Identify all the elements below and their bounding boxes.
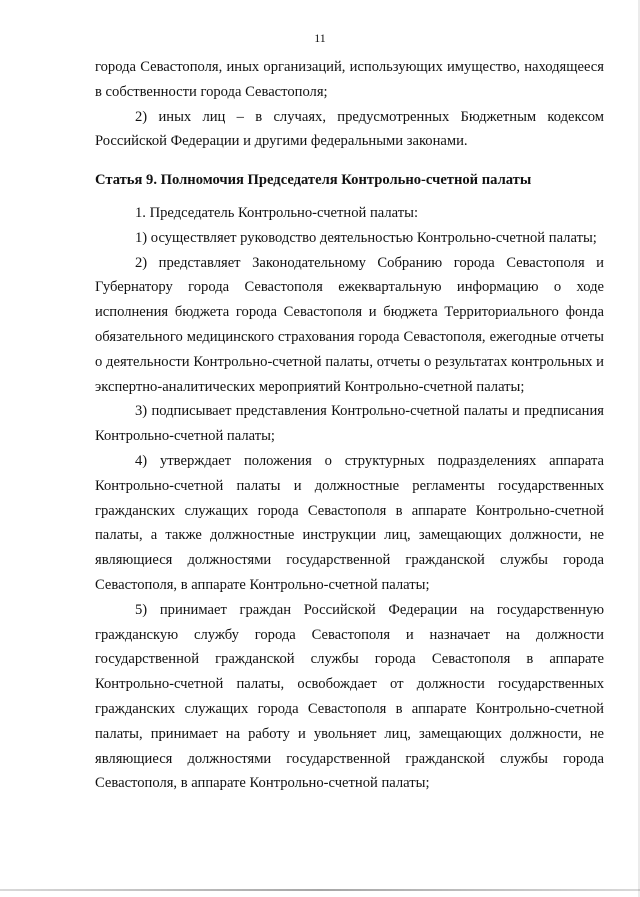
paragraph-continuation: города Севастополя, иных организаций, использующих имущество, находящееся в собственности города Севастополя; xyxy=(95,59,604,100)
list-item-2: 2) представляет Законодательному Собранию города Севастополя и Губернатору города Севастополя ежеквартальную информацию о ходе исполнения бюджета города Севастополя и бюджета Территориального фонда обязательного медицинского страхования города Севастополя, ежегодные отчеты о деятельности Контрольно-счетной палаты, отчеты о результатах контрольных и экспертно-аналитических мероприятий Контрольно-счетной палаты; xyxy=(95,254,604,395)
list-item-1: 1) осуществляет руководство деятельностью Контрольно-счетной палаты; xyxy=(135,229,597,246)
list-item-4: 4) утверждает положения о структурных подразделениях аппарата Контрольно-счетной палаты и должностные регламенты государственных гражданских служащих города Севастополя в аппарате Контрольно-счетной палаты, а также должностные инструкции лиц, замещающих должности, не являющиеся должностями государственной гражданской службы города Севастополя, в аппарате Контрольно-счетной палаты; xyxy=(95,452,604,593)
document-body xyxy=(95,55,604,796)
list-item-3: 3) подписывает представления Контрольно-счетной палаты и предписания Контрольно-счетной палаты; xyxy=(95,403,604,445)
scan-bottom-edge xyxy=(0,889,640,891)
article-heading: Статья 9. Полномочия Председателя Контрольно-счетной палаты xyxy=(95,172,532,189)
page-number: 11 xyxy=(314,31,326,45)
article-intro: 1. Председатель Контрольно-счетной палаты: xyxy=(135,204,419,221)
paragraph-item-other-persons: 2) иных лиц – в случаях, предусмотренных Бюджетным кодексом Российской Федерации и другими федеральными законами. xyxy=(95,108,604,150)
list-item-5: 5) принимает граждан Российской Федерации на государственную гражданскую службу города Севастополя и назначает на должности государственной гражданской службы города Севастополя в аппарате Контрольно-счетной палаты, освобождает от должности государственных гражданских служащих города Севастополя в аппарате Контрольно-счетной палаты, принимает на работу и увольняет лиц, замещающих должности, не являющиеся должностями государственной гражданской службы города Севастополя, в аппарате Контрольно-счетной палаты; xyxy=(95,601,604,792)
